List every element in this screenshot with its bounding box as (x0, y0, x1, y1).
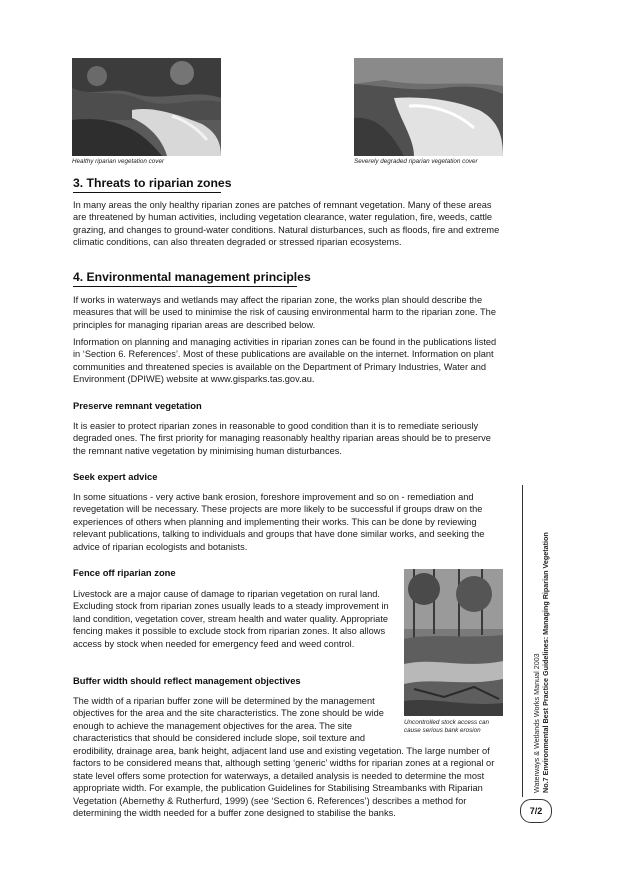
stock-caption-line-2: cause serious bank erosion (404, 727, 481, 734)
section-4-heading (73, 270, 311, 284)
section-3-underline (73, 192, 221, 193)
sidebar-guideline-title-text: No.7 Environmental Best Practice Guidelines: Managing Riparian Vegetation (541, 532, 550, 793)
buffer-width-heading: Buffer width should reflect management objectives (73, 675, 301, 686)
fence-off-heading: Fence off riparian zone (73, 567, 176, 578)
stock-photo-caption (404, 719, 489, 735)
section-3-heading (73, 176, 231, 190)
seek-expert-paragraph: In some situations - very active bank erosion, foreshore improvement and so on - remediation and revegetation will be necessary. These projects are more likely to be successful if groups draw on the experiences of others when planning and implementing their works. This can be done by reviewing relevant publications, talking to individuals and groups that have done similar works, and seeking the advice of riparian ecologists and botanists. (73, 492, 485, 552)
sidebar-guideline-title (541, 532, 550, 793)
healthy-photo-caption: Healthy riparian vegetation cover (72, 158, 165, 165)
seek-expert-heading: Seek expert advice (73, 471, 158, 482)
preserve-remnant-heading: Preserve remnant vegetation (73, 400, 202, 411)
fence-off-paragraph: Livestock are a major cause of damage to riparian vegetation on rural land. Excluding stock from riparian zones usually leads to a steady improvement in land condition, vegetation cover, stream health and water quality. Appropriate fencing makes it possible to exclude stock from riparian zones. It also allows access by stock when needed for emergency feed and weed control. (73, 589, 389, 649)
preserve-remnant-paragraph: It is easier to protect riparian zones in reasonable to good condition than it is to remediate seriously degraded ones. The first priority for managing reasonably healthy riparian areas should be to preserve the remnant native vegetation by minimising human disturbances. (73, 421, 491, 456)
degraded-riparian-photo (354, 58, 503, 156)
section-3-paragraph: In many areas the only healthy riparian zones are patches of remnant vegetation. Many of these areas are threatened by human activities, including vegetation clearance, water regulation, fire, weeds, cattle grazing, and changes to ground-water conditions. Natural disturbances, such as floods, fire and extreme climatic conditions, can also threaten degraded or stressed riparian ecosystems. (73, 200, 500, 248)
section-4-heading-text: 4. Environmental management principles (73, 270, 311, 284)
page-number-badge: 7/2 (520, 799, 552, 823)
stock-caption-line-1: Uncontrolled stock access can (404, 719, 490, 726)
stock-erosion-photo (404, 569, 503, 716)
healthy-riparian-photo (72, 58, 221, 156)
section-4-paragraph-2: Information on planning and managing activities in riparian zones can be found in the publications listed in ‘Section 6. References’. Most of these publications are available on the internet. Information on plant communities and threatened species is available on the Department of Primary Industries, Water and Environment (DPIWE) website at www.gisparks.tas.gov.au. (73, 337, 497, 385)
buffer-width-paragraph-wide: erodibility, drainage area, bank height, adjacent land use and existing vegetation. The large number of factors to be considered means that, although setting ‘generic’ widths for riparian zones at a regional or state level offers some protection for waterways, a detailed analysis is needed to determine the most appropriate width. For example, the publication Guidelines for Stabilising Streambanks with Riparian Vegetation (Abernethy & Rutherfurd, 1999) (see ‘Section 6. References’) describes a method for determining the width needed for a buffer zone designed to stabilise the banks. (73, 746, 495, 819)
section-4-underline (73, 286, 297, 287)
section-4-paragraph-1: If works in waterways and wetlands may affect the riparian zone, the works plan should describe the measures that will be used to minimise the risk of causing environmental harm to the riparian zone. The principles for managing riparian areas are described below. (73, 295, 496, 330)
sidebar-rule (522, 485, 523, 797)
degraded-photo-caption: Severely degraded riparian vegetation cover (354, 158, 478, 165)
buffer-width-paragraph-narrow: The width of a riparian buffer zone will be determined by the management objectives for the area and the site characteristics. The zone should be wide enough to achieve the management objectives for the area. The site characteristics that should be considered include slope, soil texture and (73, 696, 384, 744)
section-3-heading-text: 3. Threats to riparian zones (73, 176, 232, 190)
sidebar-manual-title: Waterways & Wetlands Works Manual 2003 (532, 653, 541, 793)
